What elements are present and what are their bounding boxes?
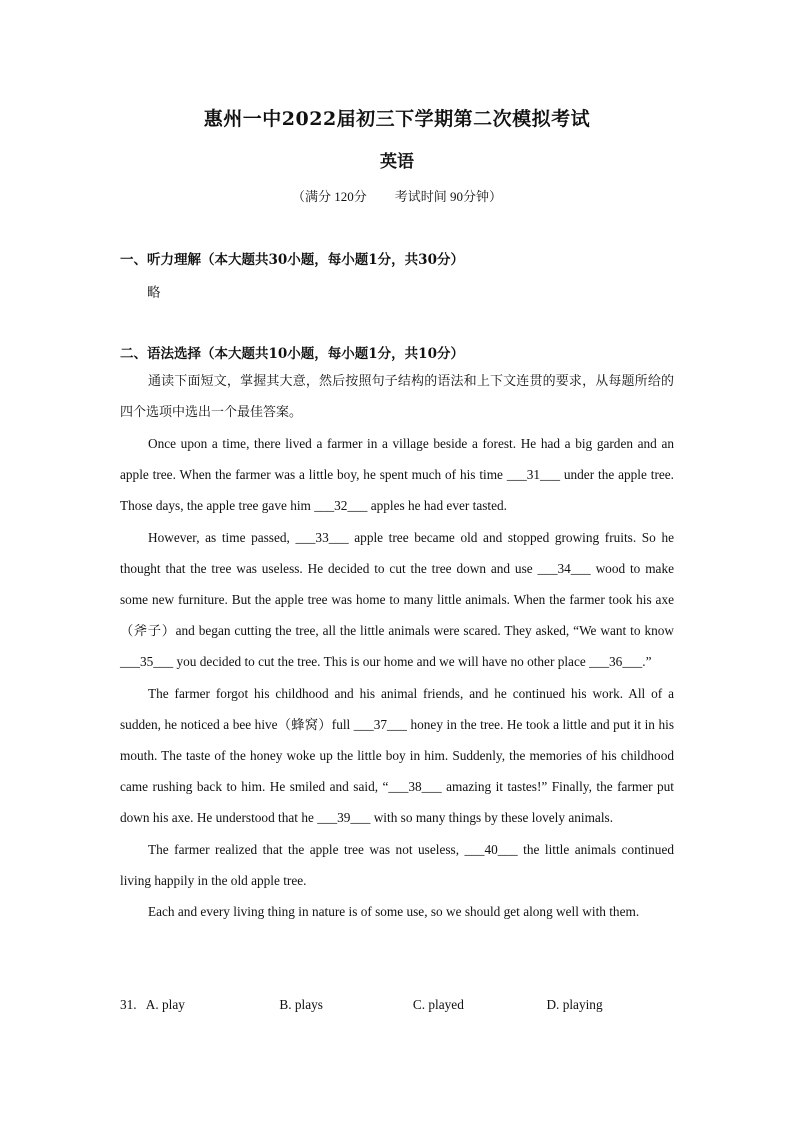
section-1-content: 略 (147, 285, 161, 301)
exam-duration: 考试时间 90分钟） (394, 189, 503, 204)
passage-paragraph: Once upon a time, there lived a farmer in a village beside a forest. He had a big garden and an apple tree. When the farmer was a little boy, he spent much of his time ___31___ under the apple tree. Those days, the apple tree gave him ___32___ apples he had ever tasted. (120, 436, 674, 514)
option-a: A. play (145, 997, 185, 1012)
section-2-instructions: 通读下面短文，掌握其大意，然后按照句子结构的语法和上下文连贯的要求，从每题所给的四个选项中选出一个最佳答案。 (120, 374, 674, 421)
passage-paragraph: The farmer forgot his childhood and his animal friends, and he continued his work. All of a sudden, he noticed a bee hive（蜂窝）full ___37___ honey in the tree. He took a little and put it in his mouth. The taste of the honey woke up the little boy in him. Suddenly, the memories of his childhood came rushing back to him. He smiled and said, “___38___ amazing it tastes!” Finally, the farmer put down his axe. He understood that he ___39___ with so many things by these lovely animals. (120, 685, 674, 826)
exam-info (0, 186, 794, 205)
subject-title: 英语 (380, 152, 414, 172)
question-31 (120, 997, 680, 1013)
option-b: B. plays (279, 997, 323, 1012)
section-1-heading: 一、听力理解（本大题共30小题，每小题1分，共30分） (120, 252, 464, 268)
section-2-heading: 二、语法选择（本大题共10小题，每小题1分，共10分） (120, 346, 464, 362)
reading-passage (120, 428, 674, 927)
exam-title: 惠州一中2022届初三下学期第二次模拟考试 (203, 108, 591, 130)
passage-paragraph: However, as time passed, ___33___ apple tree became old and stopped growing fruits. So he thought that the tree was useless. He decided to cut the tree down and use ___34___ wood to make some new furniture. But the apple tree was home to many little animals. When the farmer took his axe（斧子）and began cutting the tree, all the little animals were scared. They asked, “We want to know ___35___ you decided to cut the tree. This is our home and we will have no other place ___36___.” (120, 529, 674, 670)
option-d: D. playing (546, 997, 603, 1012)
passage-paragraph: The farmer realized that the apple tree was not useless, ___40___ the little animals continued living happily in the old apple tree. (120, 841, 674, 888)
passage-paragraph: Each and every living thing in nature is of some use, so we should get along well with them. (148, 904, 640, 920)
option-c: C. played (412, 997, 464, 1012)
full-marks: （满分 120分 (291, 189, 367, 204)
question-number: 31. (120, 997, 137, 1012)
